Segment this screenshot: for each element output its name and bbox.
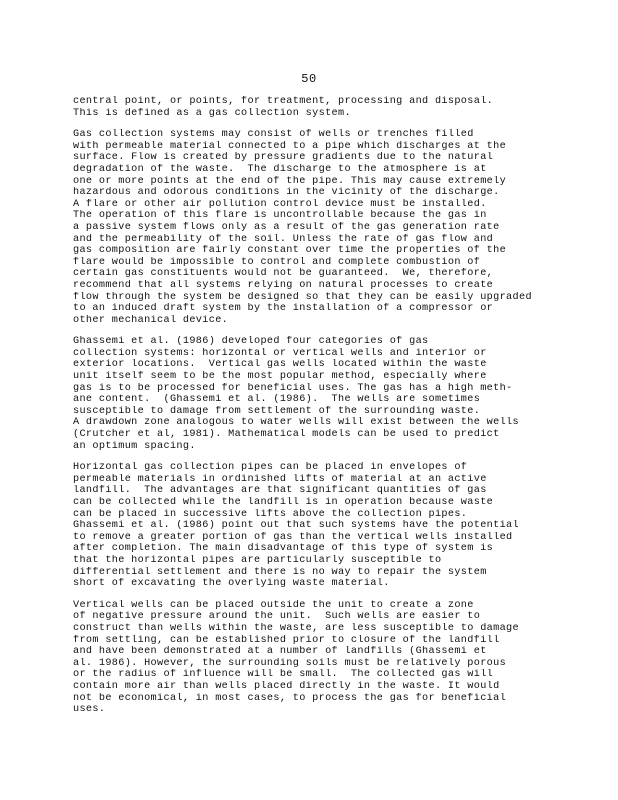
text-line: Gas collection systems may consist of wells or trenches filled xyxy=(73,129,474,141)
text-line: unit itself seem to be the most popular method, especially where xyxy=(73,371,487,383)
text-line: Vertical wells can be placed outside the unit to create a zone xyxy=(73,599,474,611)
text-line: permeable materials in ordinished lifts of material at an active xyxy=(73,473,487,485)
text-line: to an induced draft system by the installation of a compressor or xyxy=(73,303,494,315)
text-line: hazardous and odorous conditions in the vicinity of the discharge. xyxy=(73,187,500,199)
text-line: or the radius of influence will be small. The collected gas will xyxy=(73,669,494,681)
text-line: uses. xyxy=(73,704,106,716)
text-line: Ghassemi et al. (1986) developed four categories of gas xyxy=(73,336,429,348)
text-line: differential settlement and there is no way to repair the system xyxy=(73,566,487,578)
text-line: central point, or points, for treatment, processing and disposal. xyxy=(73,96,494,107)
text-line: with permeable material connected to a pipe which discharges at the xyxy=(73,140,507,152)
text-line: flare would be impossible to control and complete combustion of xyxy=(73,256,481,268)
text-line: one or more points at the end of the pipe. This may cause extremely xyxy=(73,175,507,187)
paragraph xyxy=(73,336,553,452)
text-line: that the horizontal pipes are particularly susceptible to xyxy=(73,554,442,566)
paragraph xyxy=(73,462,553,590)
text-line: an optimum spacing. xyxy=(73,440,196,452)
text-line: gas composition are fairly constant over time the properties of the xyxy=(73,245,507,257)
text-line: and the permeability of the soil. Unless the rate of gas flow and xyxy=(73,233,494,245)
text-line: a passive system flows only as a result of the gas generation rate xyxy=(73,221,500,233)
text-line: certain gas constituents would not be guaranteed. We, therefore, xyxy=(73,268,494,280)
paragraph xyxy=(73,600,553,716)
text-line: to remove a greater portion of gas than the vertical wells installed xyxy=(73,531,513,543)
text-line: gas is to be processed for beneficial uses. The gas has a high meth- xyxy=(73,382,513,394)
text-line: construct than wells within the waste, are less susceptible to damage xyxy=(73,622,519,634)
text-line: can be placed in successive lifts above the collection pipes. xyxy=(73,508,468,520)
text-line: from settling, can be established prior to closure of the landfill xyxy=(73,634,500,646)
paragraph xyxy=(73,129,553,326)
text-line: A drawdown zone analogous to water wells will exist between the wells xyxy=(73,417,519,429)
text-line: (Crutcher et al, 1981). Mathematical models can be used to predict xyxy=(73,429,500,441)
text-line: other mechanical device. xyxy=(73,314,229,326)
text-line: landfill. The advantages are that significant quantities of gas xyxy=(73,485,487,497)
text-line: flow through the system be designed so that they can be easily upgraded xyxy=(73,291,532,303)
text-line: short of excavating the overlying waste material. xyxy=(73,578,390,590)
text-line: Horizontal gas collection pipes can be placed in envelopes of xyxy=(73,462,468,474)
text-line: Ghassemi et al. (1986) point out that such systems have the potential xyxy=(73,520,519,532)
text-line: The operation of this flare is uncontrollable because the gas in xyxy=(73,210,487,222)
text-line: ane content. (Ghassemi et al. (1986). The wells are sometimes xyxy=(73,394,481,406)
paragraph xyxy=(73,96,553,119)
text-line: can be collected while the landfill is in operation because waste xyxy=(73,497,494,508)
page-number: 50 xyxy=(301,72,317,86)
text-line: after completion. The main disadvantage of this type of system is xyxy=(73,543,494,555)
text-line: A flare or other air pollution control device must be installed. xyxy=(73,198,487,210)
text-line: recommend that all systems relying on natural processes to create xyxy=(73,279,494,291)
text-line: collection systems: horizontal or vertical wells and interior or xyxy=(73,347,487,359)
text-line: degradation of the waste. The discharge to the atmosphere is at xyxy=(73,163,487,175)
text-line: surface. Flow is created by pressure gradients due to the natural xyxy=(73,152,494,164)
text-line: This is defined as a gas collection system. xyxy=(73,107,351,119)
text-line: susceptible to damage from settlement of the surrounding waste. xyxy=(73,405,481,417)
text-line: al. 1986). However, the surrounding soils must be relatively porous xyxy=(73,657,507,669)
text-line: contain more air than wells placed directly in the waste. It would xyxy=(73,680,500,692)
text-line: exterior locations. Vertical gas wells located within the waste xyxy=(73,359,487,371)
text-line: and have been demonstrated at a number of landfills (Ghassemi et xyxy=(73,646,487,658)
document-body xyxy=(73,96,553,726)
text-line: of negative pressure around the unit. Such wells are easier to xyxy=(73,611,481,623)
text-line: not be economical, in most cases, to process the gas for beneficial xyxy=(73,692,507,704)
